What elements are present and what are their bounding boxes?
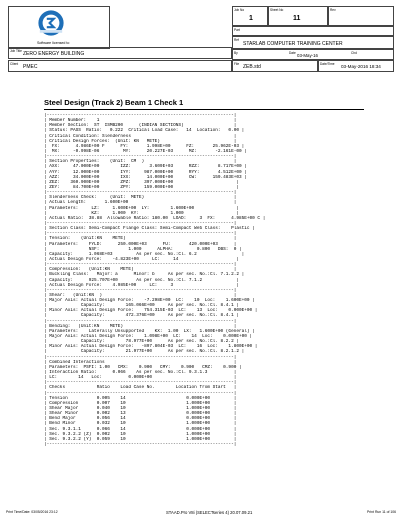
report-line: | Sec. 9.3.2.2 (Y) 0.059 10 1.000E+00 | [44, 436, 237, 442]
report-line: | Capacity: 78.977E+00 As per sec. No.:Cl. 8.2.2 | [44, 339, 239, 345]
report-line: | Member Number: 1 | [44, 118, 237, 124]
job-no-value: 1 [249, 15, 253, 22]
report-line: | Critical Design Forces: (Unit: KN METE) | [44, 138, 237, 144]
ref-label: Ref [234, 37, 239, 42]
report-line: | Capacity: 1.068E+03 As per sec. No.:Cl. 6.2 | [44, 251, 245, 257]
report-line: |-----------------------------------------------------------------------| [44, 231, 237, 237]
report-line: | Parameters: LZ: 1.600E+00 LY: 1.600E+00 | [44, 205, 239, 211]
report-line: |-----------------------------------------------------------------------| [44, 154, 237, 160]
by-label: By [234, 50, 238, 55]
report-line: | Shear Major 0.040 10 1.000E+00 | [44, 406, 237, 412]
report-line: | Compression 0.007 10 1.000E+00 | [44, 400, 237, 406]
logo-box [8, 6, 110, 49]
chd-label: Chd [351, 50, 357, 55]
report-line: | Bend Major 0.056 14 0.000E+00 | [44, 416, 237, 422]
report-line: | Major Axis: Actual Design Force: 1.098E+00 LC: 14 Loc: 0.000E+00 | [44, 334, 253, 340]
part-cell [232, 26, 394, 36]
report-line: | Capacity: 165.066E+00 As per sec. No.:Cl. 8.4.1 | [44, 303, 239, 309]
report-line: | Sec. 9.3.2.2 (Z) 0.002 10 1.000E+00 | [44, 431, 237, 437]
report-line: | Shear Minor 0.002 13 0.000E+00 | [44, 411, 237, 417]
report-line: | FX: 4.986E+00 F FY: 1.998E+00 FZ: 25.962E-03 | [44, 143, 245, 149]
report-line: | Section Class: Semi-Compact Flange Class: Semi-Compact Web Class: Plastic | [44, 226, 255, 232]
report-line: | Bending: (Unit:KN METE) | [44, 323, 237, 329]
report-line: | Minor Axis: Actual Design Force: 754.315E-03 LC: 13 Loc: 0.000E+00 | [44, 308, 258, 314]
staad-logo-icon [37, 9, 65, 37]
file-label: File [234, 61, 240, 66]
report-line: | Minor Axis: Actual Design Force: -897.804E-03 LC: 16 Loc: 1.800E+00 | [44, 344, 258, 350]
report-line: | AXX: 47.000E+00 IZZ: 3.609E+03 RZZ: 8.717E+00 | [44, 164, 247, 170]
report-line: | Combined Interactions | [44, 359, 237, 365]
report-line: | Compression: (Unit:KN METE) | [44, 267, 237, 273]
report-line: | Slenderness Check: (Unit: METE) | [44, 195, 237, 201]
datetime-cell [318, 60, 394, 72]
datetime-value: 03-May-2016 18:34 [341, 64, 381, 69]
report-line: | ZEY: 84.700E+00 ZPY: 159.000E+00 | [44, 184, 239, 190]
print-run: Print Run 11 of 106 [367, 510, 396, 514]
client-value: PMEC [23, 64, 38, 70]
report-line: | Critical Condition: Slenderness | [44, 133, 237, 139]
report-line: | AZZ: 34.000E+00 IXX: 14.000E+00 CW: 159.483E+03 | [44, 174, 247, 180]
report-line: | Tension 0.005 14 0.000E+00 | [44, 395, 237, 401]
report-line: | Capacity: 925.707E+00 As per sec. No.:Cl. 7.1.2 | [44, 277, 239, 283]
report-line: | Shear: (Unit:KN ) | [44, 292, 237, 298]
report-line: |-----------------------------------------------------------------------| [44, 113, 237, 118]
part-label: Part [234, 27, 240, 32]
by-date-cell [232, 49, 394, 60]
report-line: | Actual Design Force: -4.823E+00 LC: 14 | [44, 256, 239, 262]
date-label: Date [289, 50, 296, 55]
report-line: | Parameters: PSFI: 1.00 CMX: 0.900 CMY: 0.900 CMZ: 0.900 | [44, 364, 242, 370]
client-label: Client [10, 61, 19, 66]
report-line: |-----------------------------------------------------------------------| [44, 390, 237, 396]
sheet-no-value: 11 [293, 15, 301, 22]
report-line: |-----------------------------------------------------------------------| [44, 442, 237, 447]
page-title: Steel Design (Track 2) Beam 1 Check 1 [44, 98, 184, 107]
ref-cell [232, 36, 394, 49]
report-line: | Status: PASS Ratio: 0.222 Critical Load Case: 14 Location: 0.00 | [44, 128, 245, 134]
report-line: | Checks Ratio Load Case No. Location from Start | [44, 385, 237, 391]
job-title-cell [8, 47, 232, 59]
rev-cell [328, 6, 394, 26]
ref-value: STARLAB COMPUTER TRAINING CENTER [243, 41, 343, 47]
report-line: |-----------------------------------------------------------------------| [44, 318, 237, 324]
report-line: | Capacity: 472.376E+00 As per sec. No.:Cl. 8.4.1 | [44, 313, 239, 319]
program-version: STAAD.Pro V8i (SELECTseries 4) 20.07.09.21 [166, 510, 253, 515]
report-line: | Tension: (Unit:KN METE) | [44, 236, 237, 242]
report-line: | LC: 14 Loc: 0.000E+00 | [44, 375, 237, 381]
report-line: | KZ: 1.000 KY: 1.000 | [44, 210, 239, 216]
report-line: | Sec. 9.3.1.1 0.066 14 0.000E+00 | [44, 426, 237, 432]
report-line: | Actual Length: 1.600E+00 | [44, 200, 237, 206]
report-line: |-----------------------------------------------------------------------| [44, 220, 237, 226]
report-line: | Section Properties: (Unit: CM ) | [44, 159, 237, 165]
report-line: | Actual Design Force: 4.985E+00 LC: 3 | [44, 282, 239, 288]
report-line: | Parameters: FYLD: 250.000E+03 FU: 420.000E+03 | [44, 241, 237, 247]
report-line: |-----------------------------------------------------------------------| [44, 354, 237, 360]
report-line: | MX: -0.998E-06 MY: 20.227E-03 MZ: -2.161E-00 | [44, 148, 247, 154]
job-title-value: ZERO ENERGY BUILDING [23, 51, 85, 57]
report-line: |-----------------------------------------------------------------------| [44, 190, 237, 196]
report-line: | Capacity: 21.977E+00 As per sec. No.:Cl. 8.2.1.2 | [44, 349, 245, 355]
report-line: | ZEZ: 360.900E+00 ZPZ: 397.000E+00 | [44, 179, 239, 185]
job-no-label: Job No [234, 7, 245, 12]
report-line: | Bend Minor 0.032 10 1.000E+00 | [44, 421, 237, 427]
title-underline [44, 109, 364, 110]
date-value: 03-May-16 [297, 53, 318, 58]
file-cell [232, 60, 318, 72]
report-line: | Parameters: Laterally Unsupported KX: 1.00 LX: 1.600E+00 (General) | [44, 328, 255, 334]
print-time: Print Time/Date: 03/05/2016 23:12 [6, 510, 58, 514]
datetime-label: Date/Time [320, 61, 335, 66]
rev-label: Rev [330, 7, 336, 12]
report-line: | Member Section: ST ISMB200 (INDIAN SECTIONS) | [44, 123, 237, 129]
report-line: | NSF: 1.000 ALPHA: 0.800 DBS: 0 | [44, 246, 242, 252]
file-value: ZEB.std [243, 64, 261, 70]
licensed-to-label: Software licensed to [37, 41, 70, 45]
design-report [44, 113, 370, 513]
report-line: |-----------------------------------------------------------------------| [44, 262, 237, 268]
report-line: | Actual Ratio: 38.88 Allowable Ratio: 180.00 LOAD: 3 FX: 4.985E+00 C | [44, 215, 266, 221]
report-line: | Buckling Class: Major: a Minor: b As per sec. No.:Cl. 7.1.2.2 | [44, 272, 245, 278]
job-title-label: Job Title [10, 48, 22, 53]
sheet-no-cell [268, 6, 328, 26]
job-no-cell [232, 6, 268, 26]
report-line: | AYY: 12.000E+00 IYY: 987.000E+00 RYY: 4.512E+00 | [44, 169, 247, 175]
client-cell [8, 60, 232, 72]
report-line: |-----------------------------------------------------------------------| [44, 380, 237, 386]
report-line: |-----------------------------------------------------------------------| [44, 287, 237, 293]
report-header [8, 6, 394, 86]
report-line: | Interaction Ratio: 0.066 As per sec. No.:Cl. 9.3.1.3 | [44, 370, 237, 376]
sheet-no-label: Sheet No [270, 7, 284, 12]
report-line: | Major Axis: Actual Design Force: -7.298E+00 LC: 10 Loc: 1.600E+00 | [44, 298, 255, 304]
